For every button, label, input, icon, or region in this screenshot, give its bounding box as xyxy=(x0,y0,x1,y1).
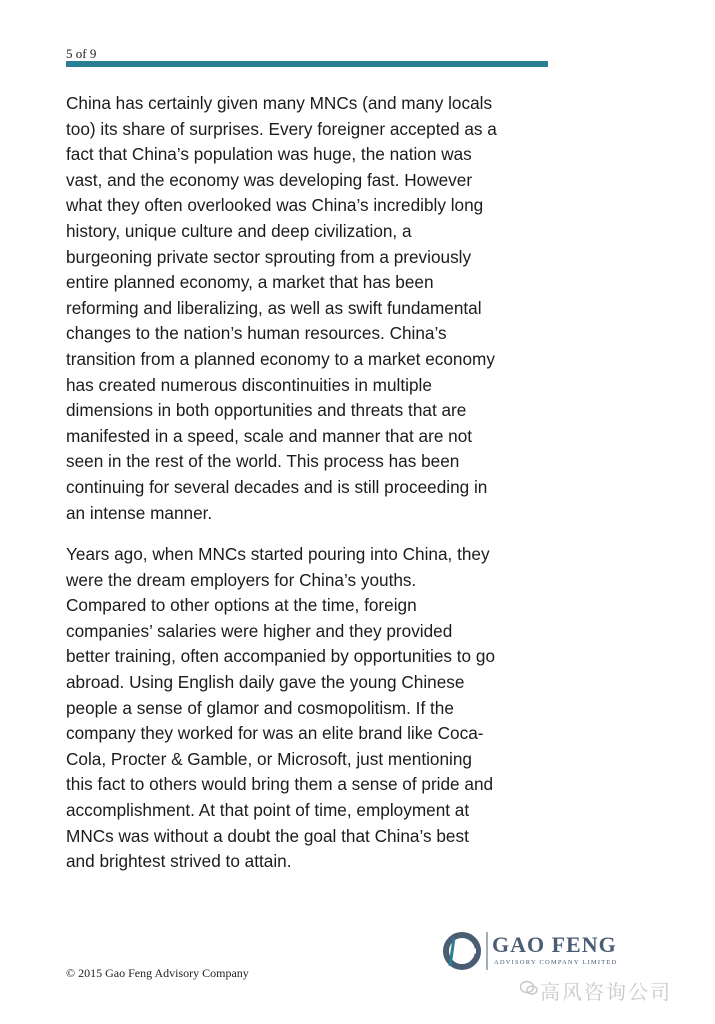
paragraph xyxy=(66,91,552,526)
logo-subtitle: ADVISORY COMPANY LIMITED xyxy=(494,959,618,966)
text-line: were the dream employers for China’s youths. xyxy=(66,569,417,590)
text-line: company they worked for was an elite brand like Coca- xyxy=(66,723,484,744)
text-line: dimensions in both opportunities and threats that are xyxy=(66,400,467,421)
text-line: manifested in a speed, scale and manner that are not xyxy=(66,425,473,446)
text-line: abroad. Using English daily gave the young Chinese xyxy=(66,672,465,693)
text-line: China has certainly given many MNCs (and many locals xyxy=(66,93,493,113)
text-line: too) its share of surprises. Every foreigner accepted as a xyxy=(66,118,497,139)
watermark-text: 高风咨询公司 xyxy=(540,982,672,1004)
text-line: companies’ salaries were higher and they provided xyxy=(66,620,453,641)
header-rule xyxy=(66,61,548,67)
paragraph xyxy=(66,542,552,875)
text-line: changes to the nation’s human resources. China’s xyxy=(66,323,447,344)
text-line: fact that China’s population was huge, the nation was xyxy=(66,144,472,165)
text-line: Compared to other options at the time, foreign xyxy=(66,595,417,616)
text-line: this fact to others would bring them a sense of pride and xyxy=(66,774,494,795)
body-text xyxy=(66,91,552,891)
text-line: has created numerous discontinuities in multiple xyxy=(66,374,432,395)
text-line: history, unique culture and deep civilization, a xyxy=(66,220,412,241)
page-number: 5 of 9 xyxy=(66,46,97,61)
text-line: Years ago, when MNCs started pouring into China, they xyxy=(66,544,490,565)
text-line: what they often overlooked was China’s incredibly long xyxy=(66,195,484,216)
wechat-icon xyxy=(520,980,538,996)
text-line: people a sense of glamor and cosmopolitism. If the xyxy=(66,697,454,718)
copyright-footer: © 2015 Gao Feng Advisory Company xyxy=(66,966,249,980)
logo-name: GAO FENG xyxy=(492,932,617,957)
text-line: reforming and liberalizing, as well as swift fundamental xyxy=(66,297,482,318)
text-line: better training, often accompanied by opportunities to go xyxy=(66,646,496,667)
text-line: MNCs was without a doubt the goal that China’s best xyxy=(66,825,469,846)
text-line: seen in the rest of the world. This process has been xyxy=(66,451,460,472)
text-line: vast, and the economy was developing fast. However xyxy=(66,169,473,190)
text-line: continuing for several decades and is still proceeding in xyxy=(66,476,488,497)
text-line: transition from a planned economy to a market economy xyxy=(66,348,495,369)
text-line: burgeoning private sector sprouting from a previously xyxy=(66,246,472,267)
text-line: Cola, Procter & Gamble, or Microsoft, just mentioning xyxy=(66,748,472,769)
text-line: an intense manner. xyxy=(66,502,213,523)
text-line: entire planned economy, a market that has been xyxy=(66,272,434,293)
text-line: accomplishment. At that point of time, employment at xyxy=(66,800,470,821)
text-line: and brightest strived to attain. xyxy=(66,851,292,872)
